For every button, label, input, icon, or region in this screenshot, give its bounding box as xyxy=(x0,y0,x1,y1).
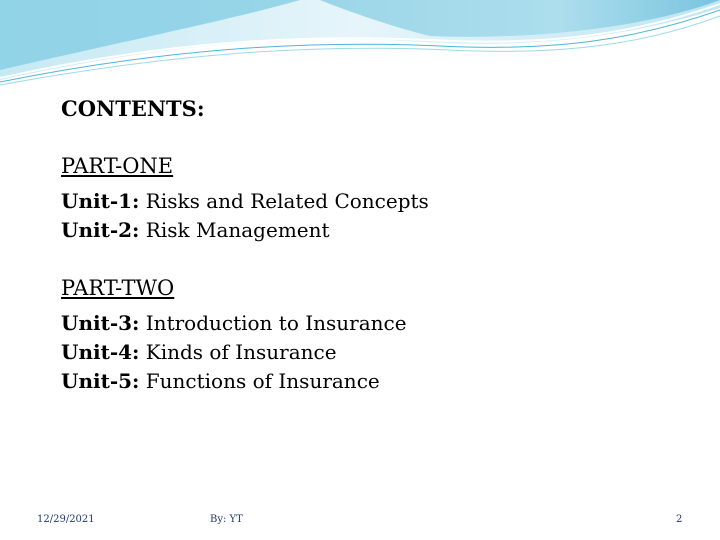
part-two-units xyxy=(61,309,681,396)
unit-line xyxy=(61,338,681,367)
unit-line xyxy=(61,216,681,245)
unit-title: Introduction to Insurance xyxy=(145,311,407,335)
unit-title: Kinds of Insurance xyxy=(145,340,337,364)
header-wave-decoration xyxy=(0,0,720,90)
unit-code: Unit-4: xyxy=(61,340,140,364)
unit-code: Unit-2: xyxy=(61,218,140,242)
footer-date: 12/29/2021 xyxy=(37,514,95,525)
contents-block xyxy=(61,96,681,396)
contents-heading: CONTENTS: xyxy=(61,96,205,121)
part-one-title: PART-ONE xyxy=(61,154,174,178)
unit-line xyxy=(61,309,681,338)
page-number: 2 xyxy=(676,514,683,525)
unit-line xyxy=(61,187,681,216)
unit-code: Unit-1: xyxy=(61,189,140,213)
unit-code: Unit-5: xyxy=(61,369,140,393)
unit-line xyxy=(61,367,681,396)
part-two-title: PART-TWO xyxy=(61,276,175,300)
footer-author: By: YT xyxy=(210,514,243,525)
unit-title: Functions of Insurance xyxy=(145,369,380,393)
unit-title: Risk Management xyxy=(145,218,330,242)
unit-title: Risks and Related Concepts xyxy=(145,189,429,213)
part-one-units xyxy=(61,187,681,245)
unit-code: Unit-3: xyxy=(61,311,140,335)
